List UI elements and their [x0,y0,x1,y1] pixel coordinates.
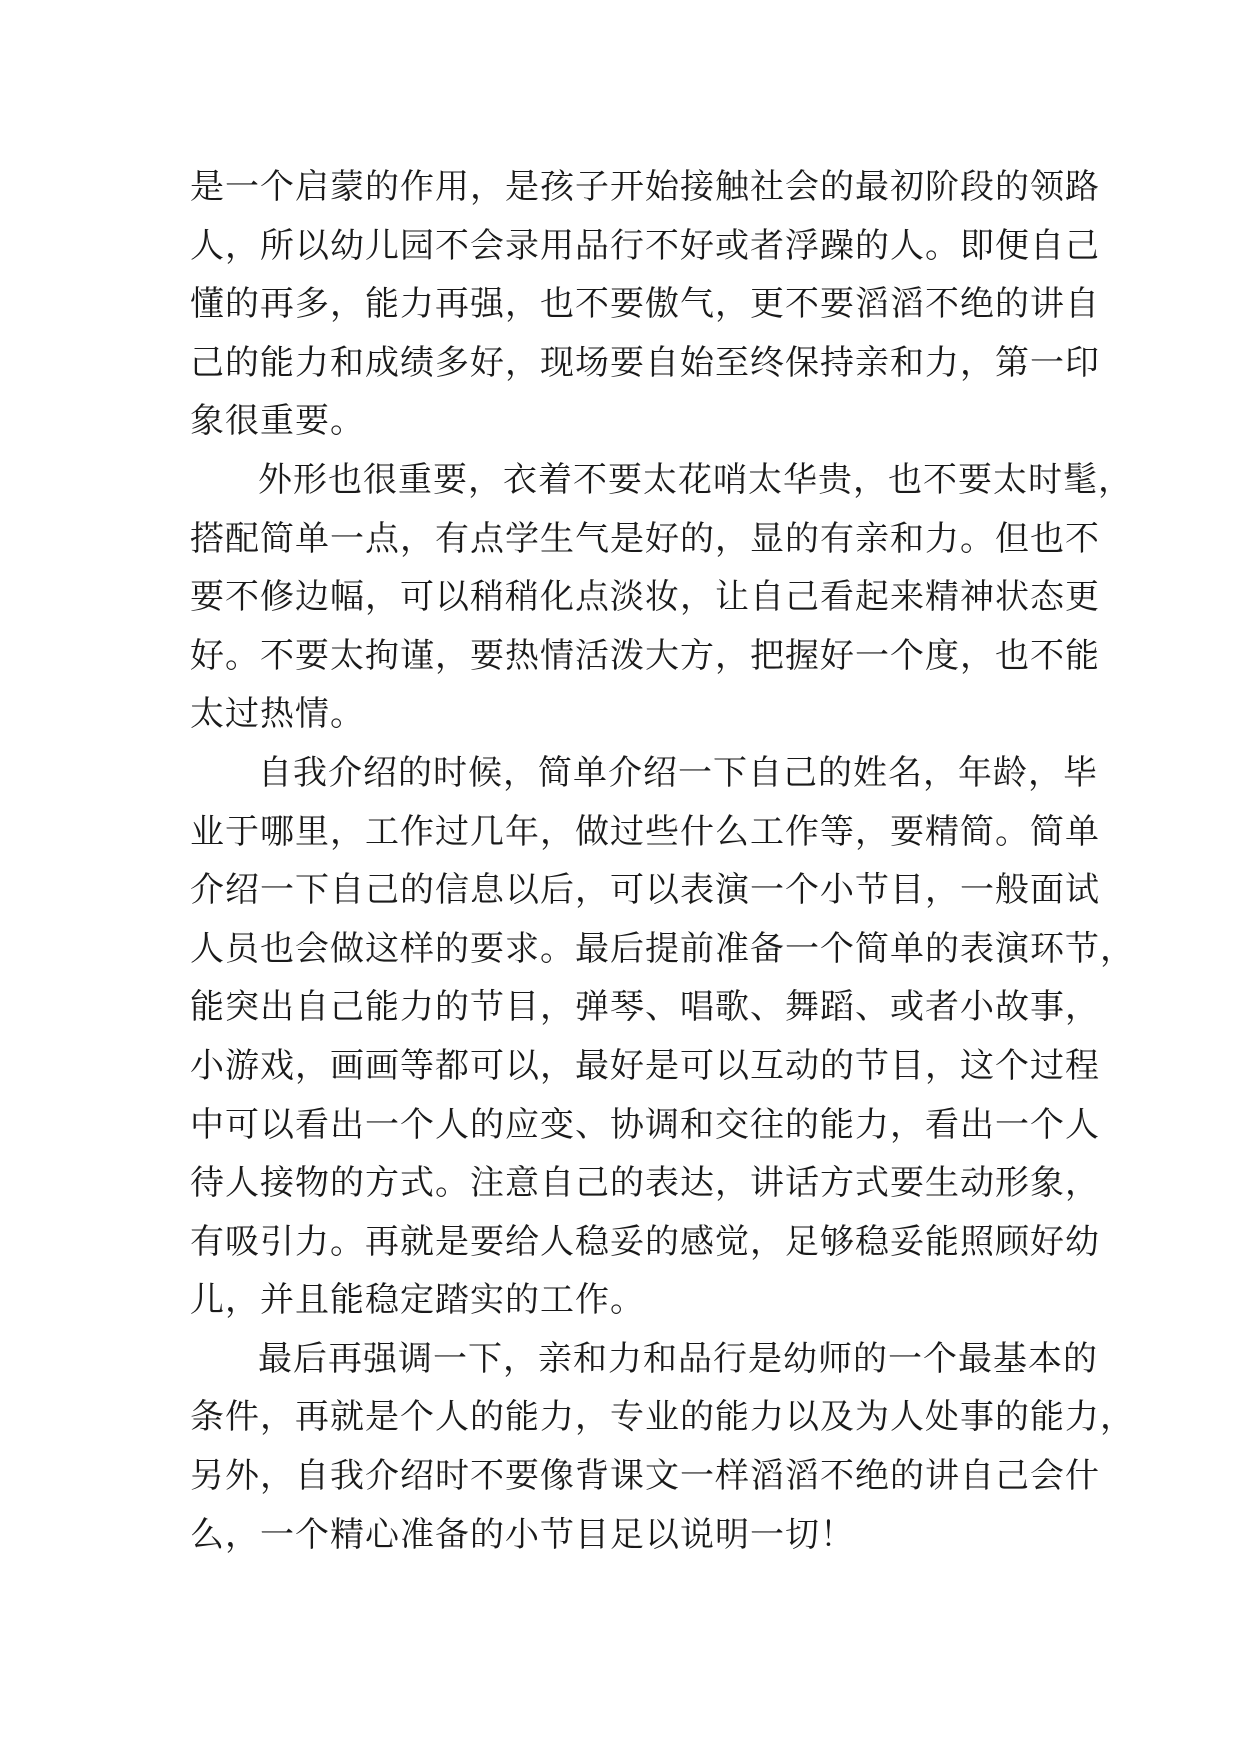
text-line: 自我介绍的时候，简单介绍一下自己的姓名，年龄，毕 [258,752,1098,793]
text-line: 儿，并且能稳定踏实的工作。 [190,1280,645,1321]
text-line: 另外，自我介绍时不要像背课文一样滔滔不绝的讲自己会什 [190,1456,1100,1497]
text-line: 外形也很重要，衣着不要太花哨太华贵，也不要太时髦， [258,459,1133,500]
text-line: 么，一个精心准备的小节目足以说明一切！ [190,1514,855,1555]
text-line: 太过热情。 [190,694,365,735]
document-body [190,158,1135,1564]
text-line: 条件，再就是个人的能力，专业的能力以及为人处事的能力， [190,1397,1135,1438]
text-line: 有吸引力。再就是要给人稳妥的感觉，足够稳妥能照顾好幼 [190,1221,1100,1262]
text-line: 业于哪里，工作过几年，做过些什么工作等，要精简。简单 [190,811,1100,852]
text-line: 搭配简单一点，有点学生气是好的，显的有亲和力。但也不 [190,518,1100,559]
text-line: 要不修边幅，可以稍稍化点淡妆，让自己看起来精神状态更 [190,577,1100,618]
text-line: 懂的再多，能力再强，也不要傲气，更不要滔滔不绝的讲自 [190,284,1100,325]
text-line: 中可以看出一个人的应变、协调和交往的能力，看出一个人 [190,1104,1100,1145]
text-line: 人员也会做这样的要求。最后提前准备一个简单的表演环节， [190,928,1135,969]
text-line: 是一个启蒙的作用，是孩子开始接触社会的最初阶段的领路 [190,167,1100,207]
text-line: 好。不要太拘谨，要热情活泼大方，把握好一个度，也不能 [190,635,1100,676]
text-line: 能突出自己能力的节目，弹琴、唱歌、舞蹈、或者小故事， [190,987,1100,1028]
text-line: 最后再强调一下，亲和力和品行是幼师的一个最基本的 [258,1338,1098,1379]
text-line: 小游戏，画画等都可以，最好是可以互动的节目，这个过程 [190,1045,1100,1086]
text-line: 介绍一下自己的信息以后，可以表演一个小节目，一般面试 [190,870,1100,911]
text-line: 象很重要。 [190,401,365,442]
text-line: 待人接物的方式。注意自己的表达，讲话方式要生动形象， [190,1163,1100,1204]
text-line: 人，所以幼儿园不会录用品行不好或者浮躁的人。即便自己 [190,225,1100,266]
text-line: 己的能力和成绩多好，现场要自始至终保持亲和力，第一印 [190,342,1100,383]
